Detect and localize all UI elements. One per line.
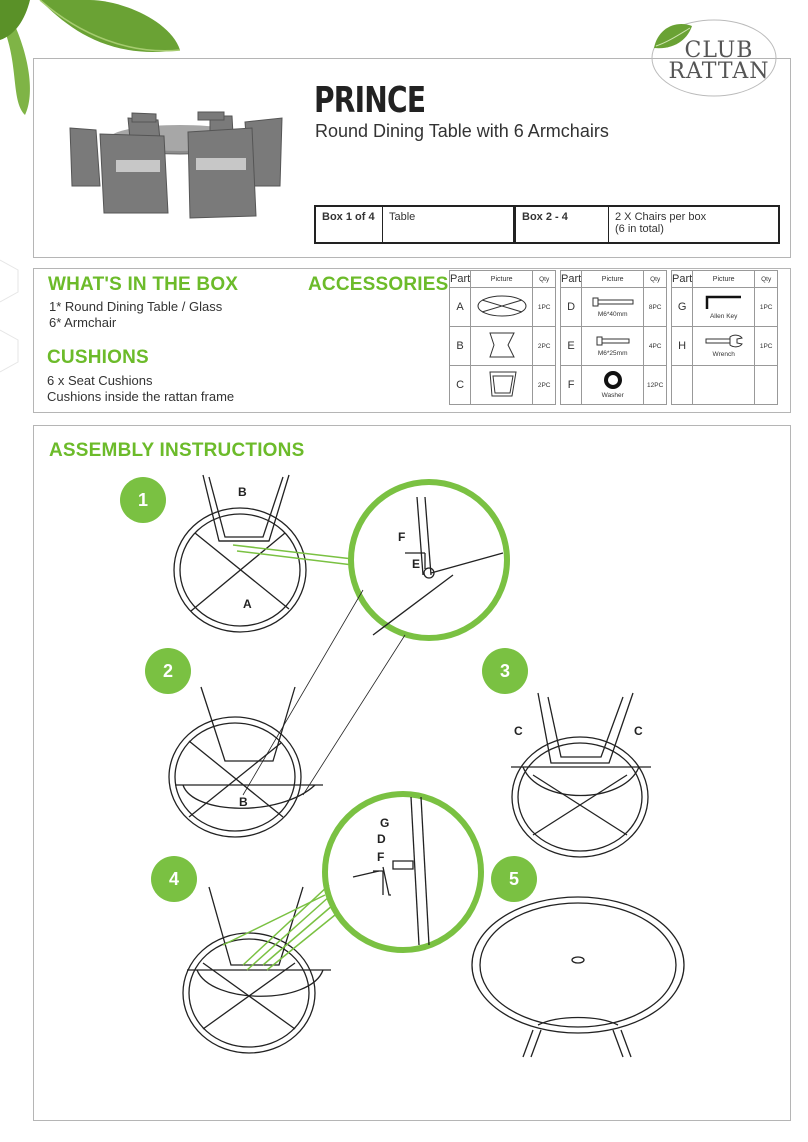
- accessories-table-2: [560, 270, 667, 405]
- accessories-table-3: [671, 270, 778, 405]
- part-label: Washer: [601, 392, 624, 399]
- table-row: [450, 288, 556, 327]
- label-g: G: [380, 816, 390, 830]
- table-row: [450, 366, 556, 405]
- part-label: Wrench: [712, 351, 735, 358]
- part-qty: 4PC: [644, 327, 667, 366]
- wrench-icon: [704, 334, 744, 348]
- zoom-detail-1: [351, 482, 507, 638]
- table-row: [672, 366, 778, 405]
- list-item: 6* Armchair: [49, 315, 117, 330]
- washer-icon: [604, 371, 622, 389]
- part-id: A: [450, 288, 471, 327]
- part-qty: 12PC: [644, 366, 667, 405]
- table-top-icon: [476, 293, 528, 319]
- part-id: [672, 366, 693, 405]
- part-qty: [755, 366, 778, 405]
- part-id: H: [672, 327, 693, 366]
- product-photo: [60, 108, 292, 226]
- col-header-qty: Qty: [755, 271, 778, 288]
- part-qty: 8PC: [644, 288, 667, 327]
- step-1-drawing: [174, 475, 353, 632]
- part-label: M6*25mm: [597, 350, 628, 357]
- label-a: A: [243, 597, 252, 611]
- cushions-heading: CUSHIONS: [47, 347, 149, 368]
- label-b: B: [238, 485, 247, 499]
- allen-key-icon: [704, 294, 744, 310]
- list-item: 1* Round Dining Table / Glass: [49, 299, 223, 314]
- part-id: D: [561, 288, 582, 327]
- part-qty: 2PC: [533, 366, 556, 405]
- accessories-table-1: [449, 270, 556, 405]
- label-d: D: [377, 832, 386, 846]
- box-2-content-line-2: (6 in total): [615, 223, 664, 235]
- table-row: [672, 288, 778, 327]
- table-row: [672, 327, 778, 366]
- col-header-part: Part: [450, 271, 471, 288]
- part-id: B: [450, 327, 471, 366]
- chair-frame-c-icon: [482, 368, 522, 400]
- step-2-drawing: [169, 687, 323, 837]
- table-row: [450, 327, 556, 366]
- part-qty: 1PC: [755, 327, 778, 366]
- box-2-content-line-1: 2 X Chairs per box: [615, 211, 707, 223]
- product-subtitle: Round Dining Table with 6 Armchairs: [315, 121, 609, 141]
- short-bolt-icon: [595, 335, 631, 347]
- product-title: PRINCE: [314, 80, 426, 121]
- list-item: 6 x Seat Cushions: [47, 373, 153, 388]
- step-4-badge: 4: [151, 856, 197, 902]
- part-label: Allen Key: [709, 313, 738, 320]
- assembly-diagram: [33, 425, 791, 1121]
- step-2-badge: 2: [145, 648, 191, 694]
- table-row: [561, 327, 667, 366]
- part-id: C: [450, 366, 471, 405]
- part-label: M6*40mm: [597, 311, 628, 318]
- brand-line-2: RATTAN: [668, 59, 770, 84]
- chair-frame-b-icon: [482, 329, 522, 361]
- brand-line-1: CLUB: [684, 38, 754, 63]
- part-qty: 2PC: [533, 327, 556, 366]
- zoom-detail-2: [325, 794, 481, 950]
- long-bolt-icon: [591, 296, 635, 308]
- label-f: F: [377, 850, 385, 864]
- step-4-drawing: [183, 885, 335, 1053]
- label-e: E: [412, 557, 421, 571]
- part-id: F: [561, 366, 582, 405]
- step-5-badge: 5: [491, 856, 537, 902]
- whats-in-box-list: [49, 299, 222, 331]
- col-header-part: Part: [672, 271, 693, 288]
- list-item: Cushions inside the rattan frame: [47, 389, 235, 404]
- step-5-drawing: [472, 897, 684, 1057]
- accessories-heading: ACCESSORIES: [308, 274, 449, 295]
- label-b: B: [239, 795, 248, 809]
- step-3-drawing: [511, 693, 651, 857]
- col-header-qty: Qty: [533, 271, 556, 288]
- col-header-picture: Picture: [471, 271, 533, 288]
- step-1-badge: 1: [120, 477, 166, 523]
- col-header-qty: Qty: [644, 271, 667, 288]
- whats-in-box-heading: WHAT'S IN THE BOX: [48, 274, 239, 295]
- box-1-content: Table: [383, 207, 516, 242]
- assembly-heading: ASSEMBLY INSTRUCTIONS: [49, 440, 305, 461]
- part-qty: 1PC: [755, 288, 778, 327]
- table-row: [561, 366, 667, 405]
- part-id: G: [672, 288, 693, 327]
- box-2-label: Box 2 - 4: [516, 207, 609, 242]
- cushions-list: [47, 373, 234, 405]
- label-c: C: [514, 724, 523, 738]
- label-f: F: [398, 530, 406, 544]
- step-3-badge: 3: [482, 648, 528, 694]
- label-c: C: [634, 724, 643, 738]
- brand-name: [664, 40, 774, 82]
- box-2-content: [609, 207, 778, 242]
- part-id: E: [561, 327, 582, 366]
- box-1-label: Box 1 of 4: [316, 207, 383, 242]
- col-header-picture: Picture: [582, 271, 644, 288]
- table-row: [561, 288, 667, 327]
- part-qty: 1PC: [533, 288, 556, 327]
- box-info-table: [314, 205, 780, 244]
- col-header-part: Part: [561, 271, 582, 288]
- col-header-picture: Picture: [693, 271, 755, 288]
